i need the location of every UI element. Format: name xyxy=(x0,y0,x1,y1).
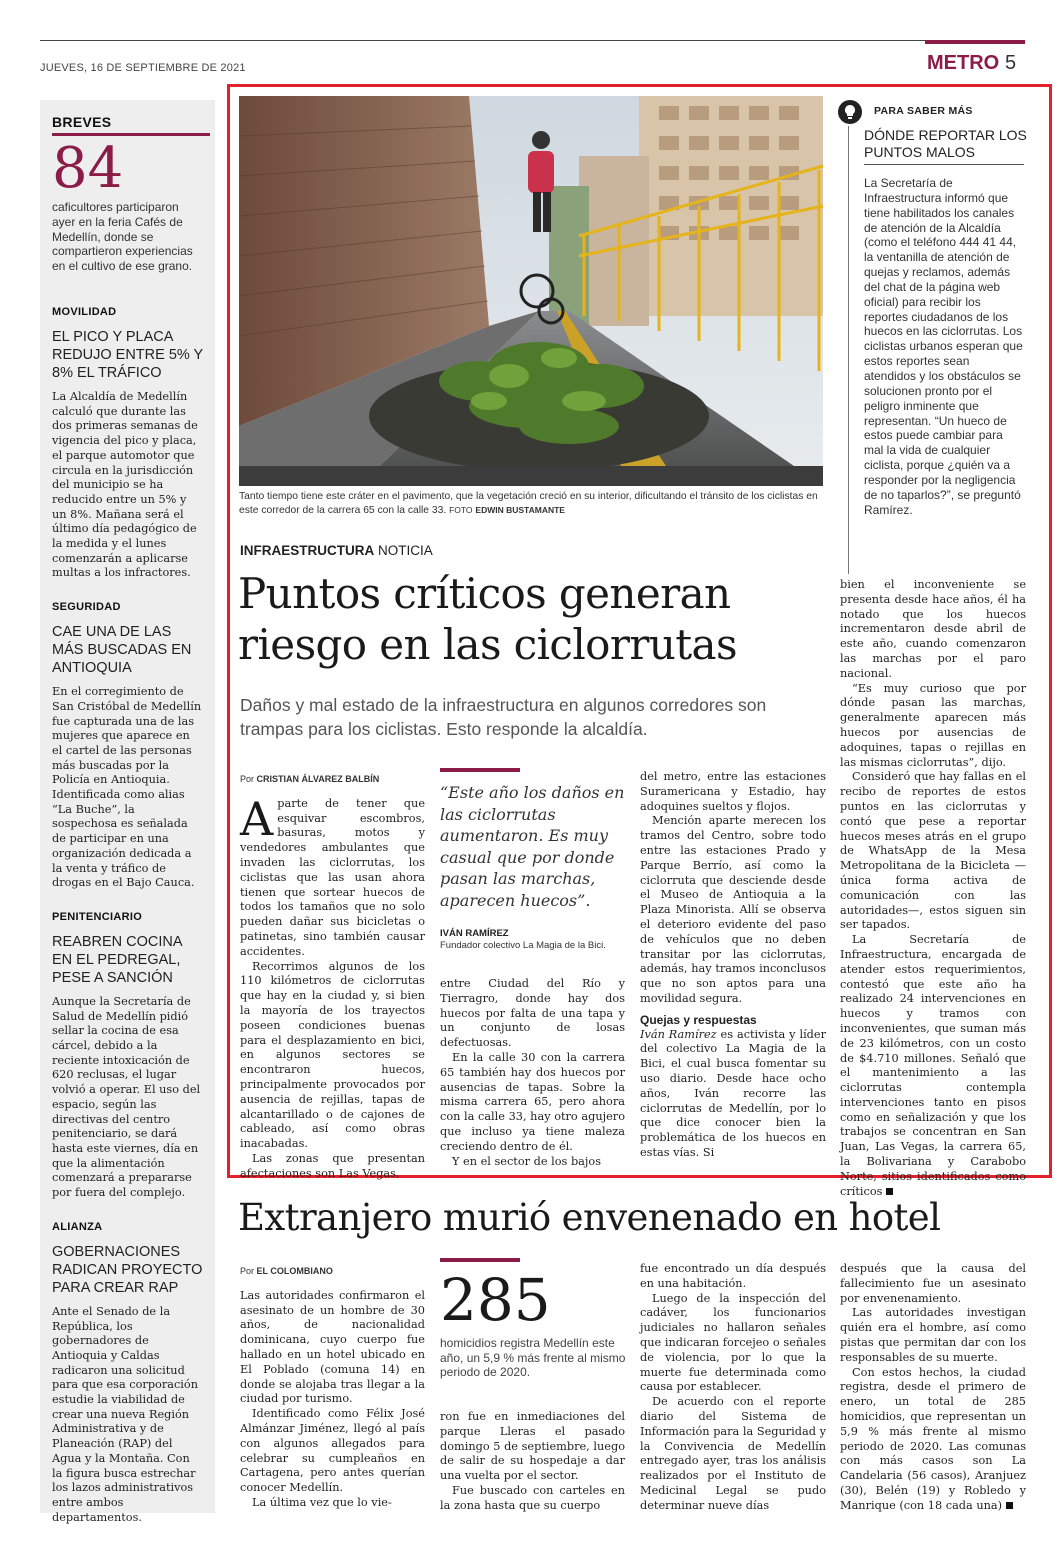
brief-label: PENITENCIARIO xyxy=(52,910,143,923)
caption-text: Tanto tiempo tiene este cráter en el pavimento, que la vegetación creció en su interior, dificultando el tránsito de los ciclistas en este corredor de la carrera 65 con la calle 33. xyxy=(239,491,818,516)
main-column-3 xyxy=(640,770,826,1161)
main-dek: Daños y mal estado de la infraestructura en algunos corredores son trampas para los ciclistas. Esto responde la alcaldía. xyxy=(240,695,767,739)
body-paragraph: Consideró que hay fallas en el recibo de reportes de estos puntos en las ciclorrutas y contó que pese a reportar huecos meses atrás en el grupo de WhatsApp de la Mesa Metropolitana de la Bicicleta —única forma activa de comunicación con las autoridades—, estos siguen sin ser tapados. xyxy=(840,770,1026,932)
end-mark-icon xyxy=(1006,1502,1013,1509)
paragraph-text: La Secretaría de Infraestructura, encargada de atender estos requerimientos, contestó que este año ha realizado 24 intervenciones en huecos y tramos con inconvenientes, que suman más de 23 kilómetros, con un costo de $4.710 millones. Señaló que el mantenimiento a las ciclorrutas contempla intervenciones tanto en pisos como en señalización y que los trabajos se concentran en San Juan, Las Vegas, la carrera 65, la Bolivariana y Carabobo Norte, sitios identificados como críticos xyxy=(840,933,1026,1198)
saber-mas-rule xyxy=(864,164,1024,165)
article-photo xyxy=(239,96,823,486)
paragraph-text: es activista y líder del colectivo La Magia de la Bici, el cual busca fomentar su uso diario. Desde hace ocho años, Iván recorre las ciclorrutas de Medellín, por lo que dice conocer bien la problemática de los huecos en estas vías. Si xyxy=(640,1027,826,1159)
top-rule xyxy=(40,40,1025,41)
main-column-1 xyxy=(240,772,425,1182)
kicker-section: INFRAESTRUCTURA xyxy=(240,543,375,558)
main-column-4 xyxy=(840,578,1026,1199)
sidebar-briefs xyxy=(40,100,215,1524)
second-column-1 xyxy=(240,1264,425,1511)
brief-body: Ante el Senado de la República, los gobernadores de Antioquia y Caldas radicaron una solicitud para que esa corporación estudie la viabilidad de crear una nueva Región Administrativa y de Planeación (RAP) del Agua y la Montaña. Con la figura busca estrechar los lazos administrativos entre ambos departamentos. xyxy=(52,1304,198,1524)
interviewee-name: Iván Ramírez xyxy=(640,1027,717,1041)
second-column-2 xyxy=(440,1410,625,1514)
breves-number: 84 xyxy=(52,136,124,201)
body-paragraph: Fue buscado con carteles en la zona hasta que su cuerpo xyxy=(440,1483,625,1512)
main-headline: Puntos críticos generan riesgo en las ciclorrutas xyxy=(238,569,737,669)
body-paragraph: del metro, entre las estaciones Suramericana y Estadio, hay adoquines sueltos y flojos. xyxy=(640,770,826,813)
byline-name: EL COLOMBIANO xyxy=(256,1266,333,1276)
second-column-4 xyxy=(840,1262,1026,1514)
stat-number: 285 xyxy=(440,1266,551,1334)
brief-label: SEGURIDAD xyxy=(52,601,121,614)
lead-text: parte de tener que esquivar escombros, basuras, motos y vendedores ambulantes que invaden las ciclorrutas, los ciclistas que las usan ahora tienen que sortear huecos de todos los tamaños que no solo pueden dañar sus bicicletas o patinetas, sino también causar accidentes. xyxy=(240,796,425,958)
second-headline: Extranjero murió envenenado en hotel xyxy=(238,1196,941,1239)
body-paragraph: Y en el sector de los bajos xyxy=(452,1154,602,1168)
saber-mas-title: DÓNDE REPORTAR LOS PUNTOS MALOS xyxy=(864,127,1027,160)
photo-credit-name: EDWIN BUSTAMANTE xyxy=(475,504,565,515)
body-paragraph xyxy=(840,933,1026,1199)
kicker-type: NOTICIA xyxy=(378,543,433,558)
body-paragraph: ron fue en inmediaciones del parque Lleras el pasado domingo 5 de septiembre, luego de salir de su hospedaje a dar una vuelta por el sector. xyxy=(440,1410,625,1483)
body-paragraph xyxy=(840,1366,1026,1514)
body-paragraph: Las autoridades investigan quién era el hombre, así como pistas que permitan dar con los responsables de su muerte. xyxy=(840,1306,1026,1364)
photo-caption xyxy=(239,490,823,517)
body-paragraph: De acuerdo con el reporte diario del Sistema de Información para la Seguridad y la Convivencia de Medellín entregado ayer, tras los análisis realizados por el Instituto de Medicinal Legal se pudo determinar nueve días xyxy=(640,1395,826,1512)
stat-rule xyxy=(440,1258,520,1262)
body-paragraph: Mención aparte merecen los tramos del Centro, sobre todo entre las estaciones Prado y Parque Berrío, así como la ciclorruta que desciende desde el Museo de Antioquia a la Plaza Minorista. Allí se observa el deterioro evidente del paso de vehículos que no deben transitar por las ciclorrutas, además, hay tramos inconclusos que no son aptos para una movilidad segura. xyxy=(640,814,826,1005)
brief-body: La Alcaldía de Medellín calculó que durante las dos primeras semanas de vigencia del pico y placa, el parque automotor que circula en la jurisdicción del municipio se ha reducido entre un 5% y un 8%. Mañana será el último día pedagógico de la medida y el lunes comenzarán a aplicarse multas a los infractores. xyxy=(52,389,198,580)
breves-text: caficultores participaron ayer en la feria Cafés de Medellín, donde se compartieron experiencias en el cultivo de ese grano. xyxy=(52,200,193,274)
brief-seguridad xyxy=(52,601,203,891)
main-column-2 xyxy=(440,977,625,1169)
pull-quote: “Este año los daños en las ciclorrutas aumentaron. Es muy casual que por donde pasan las marchas, aparecen huecos”. xyxy=(440,783,625,910)
subhead: Quejas y respuestas xyxy=(640,1012,757,1027)
quote-author-role: Fundador colectivo La Magia de la Bici. xyxy=(440,940,606,951)
saber-mas-body: La Secretaría de Infraestructura informó que tiene habilitados los canales de atención de la Alcaldía (como el teléfono 444 41 44, la ventanilla de atención de quejas y reclamos, además del chat de la página web oficial) para recibir los reportes ciudadanos de los huecos en las ciclorrutas. Los ciclistas urbanos esperan que estos reportes sean atendidos y los obstáculos se solucionen pronto por el peligro inminente que representan. “Un hueco de estos puede cambiar para mal la vida de cualquier ciclista, porque ¿quién va a responder por la negligencia de no taparlos?”, se preguntó Ramírez. xyxy=(864,176,1023,517)
brief-body: Aunque la Secretaría de Salud de Medellín pidió sellar la cocina de esa cárcel, debido a la reciente intoxicación de 620 reclusas, el lugar volvió a operar. El uso del espacio, según las directivas del centro penitenciario, se dará hasta este viernes, día en que la alimentación comenzará a prepararse por fuera del complejo. xyxy=(52,994,201,1200)
second-column-3 xyxy=(640,1262,826,1514)
byline-prefix: Por xyxy=(240,1266,255,1276)
lead-paragraph xyxy=(240,791,425,960)
saber-mas-vertical-rule xyxy=(848,126,849,574)
issue-date: JUEVES, 16 DE SEPTIEMBRE DE 2021 xyxy=(40,62,246,74)
body-paragraph: Las zonas que presentan afectaciones son Las Vegas, xyxy=(240,1151,425,1180)
main-byline xyxy=(240,772,425,787)
body-paragraph: Identificado como Félix José Almánzar Jiménez, llegó al país con algunos allegados para celebrar su cumpleaños en Cartagena, pero antes querían conocer Medellín. xyxy=(240,1407,425,1495)
brief-title: REABREN COCINA EN EL PEDREGAL, PESE A SANCIÓN xyxy=(52,933,182,986)
photo-credit-label: FOTO xyxy=(449,504,473,515)
brief-body: En el corregimiento de San Cristóbal de Medellín fue capturada una de las mujeres que aparece en el cartel de las personas más buscadas por la Policía en Antioquia. Identificada como alias “La Buche”, la sospechosa es señalada de participar en una organización dedicada a la venta y tráfico de drogas en el Bajo Cauca. xyxy=(52,685,202,890)
saber-mas-label: PARA SABER MÁS xyxy=(874,105,973,117)
body-paragraph: Recorrimos algunos de los 110 kilómetros de ciclorrutas que hay en la ciudad y, si bien la mayoría de los trayectos poseen condiciones buenas para el desplazamiento en bici, en algunos sectores se encontraron huecos, principalmente provocados por ausencia de rejillas, tapas de alcantarillado o de cajones de cableado, así como obras inacabadas. xyxy=(240,959,425,1151)
body-paragraph: bien el inconveniente se presenta desde hace años, él ha notado que los huecos incrementaron desde abril de este año, cuando comenzaron las marchas por el paro nacional. xyxy=(840,578,1026,680)
section-tag-bar xyxy=(925,40,1025,44)
breves-label: BREVES xyxy=(52,114,112,130)
brief-alianza xyxy=(52,1221,203,1526)
dropcap: A xyxy=(240,791,274,846)
section-name: METRO xyxy=(927,52,1000,74)
quote-author: IVÁN RAMÍREZ xyxy=(440,928,509,939)
brief-title: GOBERNACIONES RADICAN PROYECTO PARA CREAR RAP xyxy=(52,1243,203,1296)
body-paragraph xyxy=(640,1028,826,1161)
body-paragraph: Luego de la inspección del cadáver, los funcionarios judiciales no hallaron señales que indicaran forcejeo o señales de violencia, por lo que la muerte fue determinada como causa por establecer. xyxy=(640,1291,826,1394)
byline-prefix: Por xyxy=(240,774,255,784)
body-paragraph: Las autoridades confirmaron el asesinato de un hombre de 30 años, de nacionalidad dominicana, cuyo cuerpo fue hallado en un hotel ubicado en El Poblado (comuna 14) en donde se alojaba tras llegar a la ciudad por turismo. xyxy=(240,1288,425,1406)
brief-label: MOVILIDAD xyxy=(52,305,117,318)
body-paragraph: En la calle 30 con la carrera 65 también hay dos huecos por ausencias de tapas. Sobre la misma carrera 65, pero ahora con la calle 33, hay otro agujero que incluso ya tiene maleza creciendo dentro de él. xyxy=(440,1050,625,1153)
second-byline xyxy=(240,1264,425,1279)
article-kicker xyxy=(240,543,433,558)
brief-title: EL PICO Y PLACA REDUJO ENTRE 5% Y 8% EL TRÁFICO xyxy=(52,328,203,381)
quote-rule xyxy=(440,768,520,772)
body-paragraph: entre Ciudad del Río y Tierragro, donde hay dos huecos por falta de una tapa y un conjunto de losas defectuosas. xyxy=(440,977,625,1050)
cyclist-pothole-photo xyxy=(239,96,823,486)
body-paragraph: “Es muy curioso que por dónde pasan las marchas, generalmente aparecen más huecos por ausencias de adoquines, tapas o rejillas en las mismas ciclorrutas”, dijo. xyxy=(840,681,1026,769)
body-paragraph: La última vez que lo vie- xyxy=(252,1495,392,1509)
page-number: 5 xyxy=(1005,52,1017,74)
body-paragraph: después que la causa del fallecimiento fue un asesinato por envenenamiento. xyxy=(840,1262,1026,1305)
brief-movilidad xyxy=(52,306,203,581)
brief-label: ALIANZA xyxy=(52,1220,103,1233)
paragraph-text: Con estos hechos, la ciudad registra, desde el primero de enero, un total de 285 homicidios, que representan un 5,9 % más frente al mismo periodo de 2020. Las comunas con más casos son La Candelaria (56 casos), Aranjuez (30), Belén (19) y Robledo y Manrique (con 18 cada una) xyxy=(840,1365,1026,1512)
body-paragraph: fue encontrado un día después en una habitación. xyxy=(640,1262,826,1290)
byline-name: CRISTIAN ÁLVAREZ BALBÍN xyxy=(256,774,380,784)
brief-title: CAE UNA DE LAS MÁS BUSCADAS EN ANTIOQUIA xyxy=(52,624,192,677)
stat-text: homicidios registra Medellín este año, un 5,9 % más frente al mismo periodo de 2020. xyxy=(440,1336,626,1379)
brief-penitenciario xyxy=(52,911,203,1201)
lightbulb-icon xyxy=(838,100,862,124)
